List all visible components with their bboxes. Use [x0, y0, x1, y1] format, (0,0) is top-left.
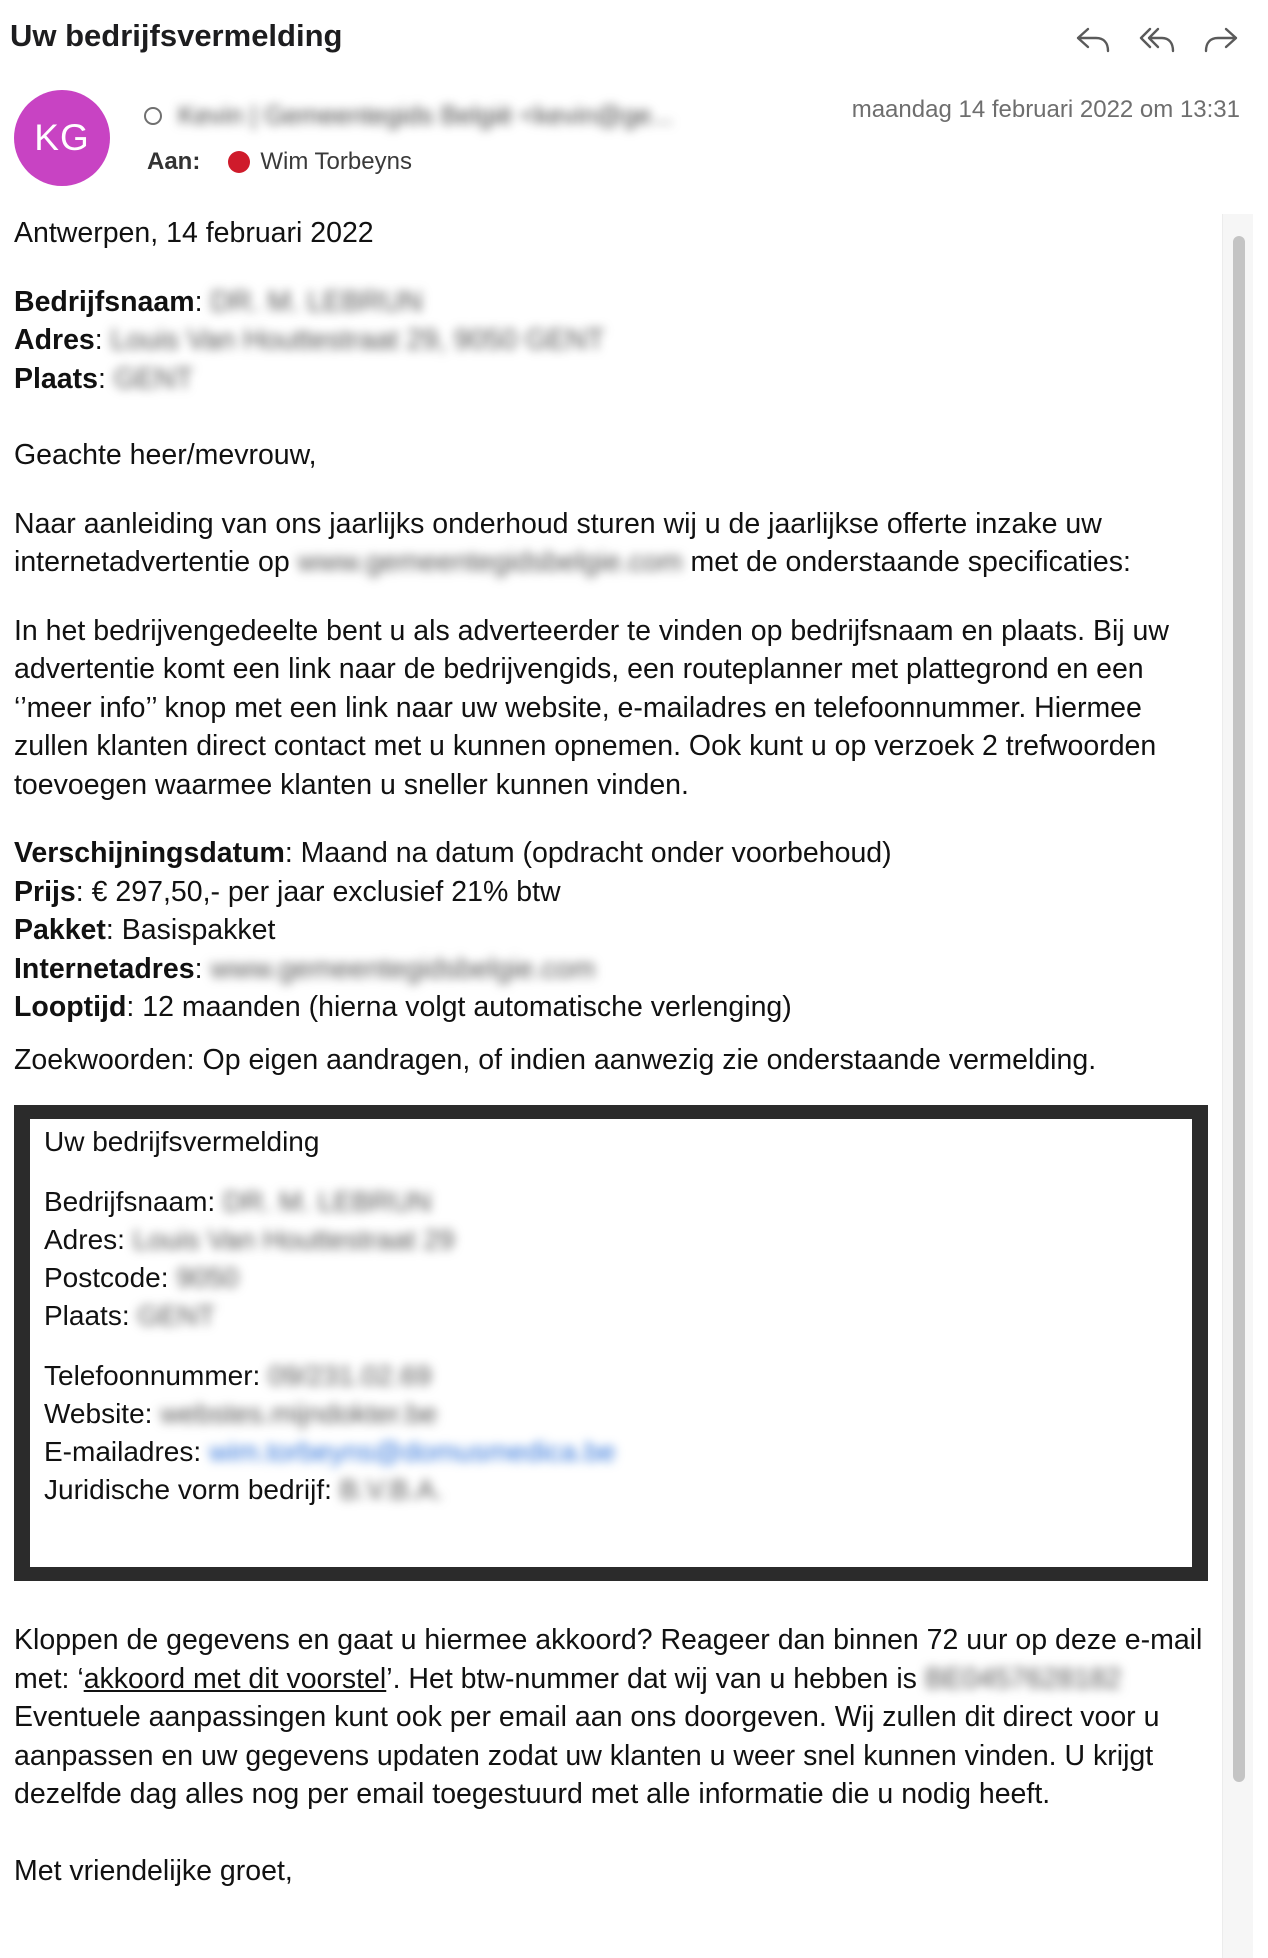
description-paragraph: In het bedrijvengedeelte bent u als adverteerder te vinden op bedrijfsnaam en plaats. Bij uw advertentie komt een link naar de bedrijvengids, een routeplanner met plattegrond en een ‘’meer info’’ knop met een link naar uw website, e-mailadres en telefoonnummer. Hiermee zullen klanten direct contact met u kunnen opnemen. Ook kunt u op verzoek 2 trefwoorden toevoegen waarmee klanten u sneller kunnen vinden. [14, 614, 1169, 801]
vat-number: BE0457628182 [924, 1662, 1122, 1695]
company-line: Bedrijfsnaam: DR. M. LEBRUN [14, 283, 1214, 322]
forward-button[interactable] [1196, 18, 1246, 60]
city-value: GENT [113, 362, 193, 395]
address-line: Adres: Louis Van Houttestraat 29, 9050 GENT [14, 321, 1214, 360]
message-actions [1068, 18, 1246, 60]
greeting: Geachte heer/mevrouw, [14, 439, 317, 471]
box-company: Bedrijfsnaam: DR. M. LEBRUN [44, 1186, 432, 1217]
body-scrollbar[interactable] [1222, 214, 1253, 1958]
spec-price: Prijs: € 297,50,- per jaar exclusief 21% btw [14, 875, 561, 908]
address-value: Louis Van Houttestraat 29, 9050 GENT [110, 324, 605, 356]
keywords-line: Zoekwoorden: Op eigen aandragen, of indien aanwezig zie onderstaande vermelding. [14, 1043, 1097, 1076]
signoff: Met vriendelijke groet, [14, 1854, 293, 1887]
sender-row [144, 100, 673, 131]
box-address: Adres: Louis Van Houttestraat 29 [44, 1224, 455, 1255]
box-postcode: Postcode: 9050 [44, 1262, 239, 1293]
message-subject: Uw bedrijfsvermelding [10, 18, 343, 53]
box-phone: Telefoonnummer: 09/231.02.69 [44, 1360, 432, 1391]
box-city: Plaats: GENT [44, 1300, 216, 1331]
unread-status-icon[interactable] [144, 107, 162, 125]
message-header [0, 0, 1268, 200]
company-value: DR. M. LEBRUN [210, 285, 423, 318]
box-email: E-mailadres: wim.torbeyns@domusmedica.be [44, 1433, 616, 1471]
spec-date: Verschijningsdatum: Maand na datum (opdracht onder voorbehoud) [14, 837, 892, 869]
agree-phrase: akkoord met dit voorstel [83, 1662, 387, 1695]
closing-paragraph: Kloppen de gegevens en gaat u hiermee akkoord? Reageer dan binnen 72 uur op deze e-mail met: ‘akkoord met dit voorstel’. Het btw-nummer dat wij van u hebben is BE0457628182 Eventuele aanpassingen kunt ook per email aan ons doorgeven. Wij zullen dit direct voor u aanpassen en uw gegevens updaten zodat uw klanten u weer snel kunnen vinden. U krijgt dezelfde dag alles nog per email toegestuurd met alle informatie die u nodig heeft. [14, 1624, 1203, 1810]
website-link[interactable]: www.gemeentegidsbelgie.com [297, 546, 683, 578]
spec-web: Internetadres: www.gemeentegidsbelgie.com [14, 950, 1214, 989]
reply-icon [1074, 24, 1112, 54]
recipient-row [147, 148, 412, 176]
sender-name[interactable]: Kevin | Gemeentegids België <kevin@ge... [178, 100, 673, 130]
place-date: Antwerpen, 14 februari 2022 [14, 217, 374, 249]
message-date: maandag 14 februari 2022 om 13:31 [851, 96, 1240, 123]
box-legal-form: Juridische vorm bedrijf: B.V.B.A. [44, 1474, 443, 1505]
sender-avatar [14, 90, 110, 186]
box-website: Website: webstes.mijndokter.be [44, 1398, 438, 1429]
to-label: Aan: [147, 148, 201, 175]
reply-all-icon [1138, 24, 1176, 54]
email-link[interactable]: wim.torbeyns@domusmedica.be [208, 1436, 616, 1467]
spec-term: Looptijd: 12 maanden (hierna volgt automatische verlenging) [14, 991, 792, 1023]
reply-button[interactable] [1068, 18, 1118, 60]
city-line: Plaats: GENT [14, 360, 1214, 399]
recipient-status-icon [228, 151, 250, 173]
recipient-name[interactable]: Wim Torbeyns [260, 148, 412, 175]
forward-icon [1202, 24, 1240, 54]
intro-paragraph: Naar aanleiding van ons jaarlijks onderhoud sturen wij u de jaarlijkse offerte inzake uw internetadvertentie op www.gemeentegidsbelgie.com met de onderstaande specificaties: [14, 505, 1214, 582]
message-body [14, 214, 1214, 1890]
avatar-initials: KG [34, 117, 90, 158]
box-title: Uw bedrijfsvermelding [44, 1126, 320, 1157]
scroll-thumb[interactable] [1233, 236, 1245, 1782]
spec-web-value[interactable]: www.gemeentegidsbelgie.com [210, 952, 596, 985]
spec-package: Pakket: Basispakket [14, 914, 276, 946]
reply-all-button[interactable] [1132, 18, 1182, 60]
listing-box [14, 1105, 1208, 1581]
